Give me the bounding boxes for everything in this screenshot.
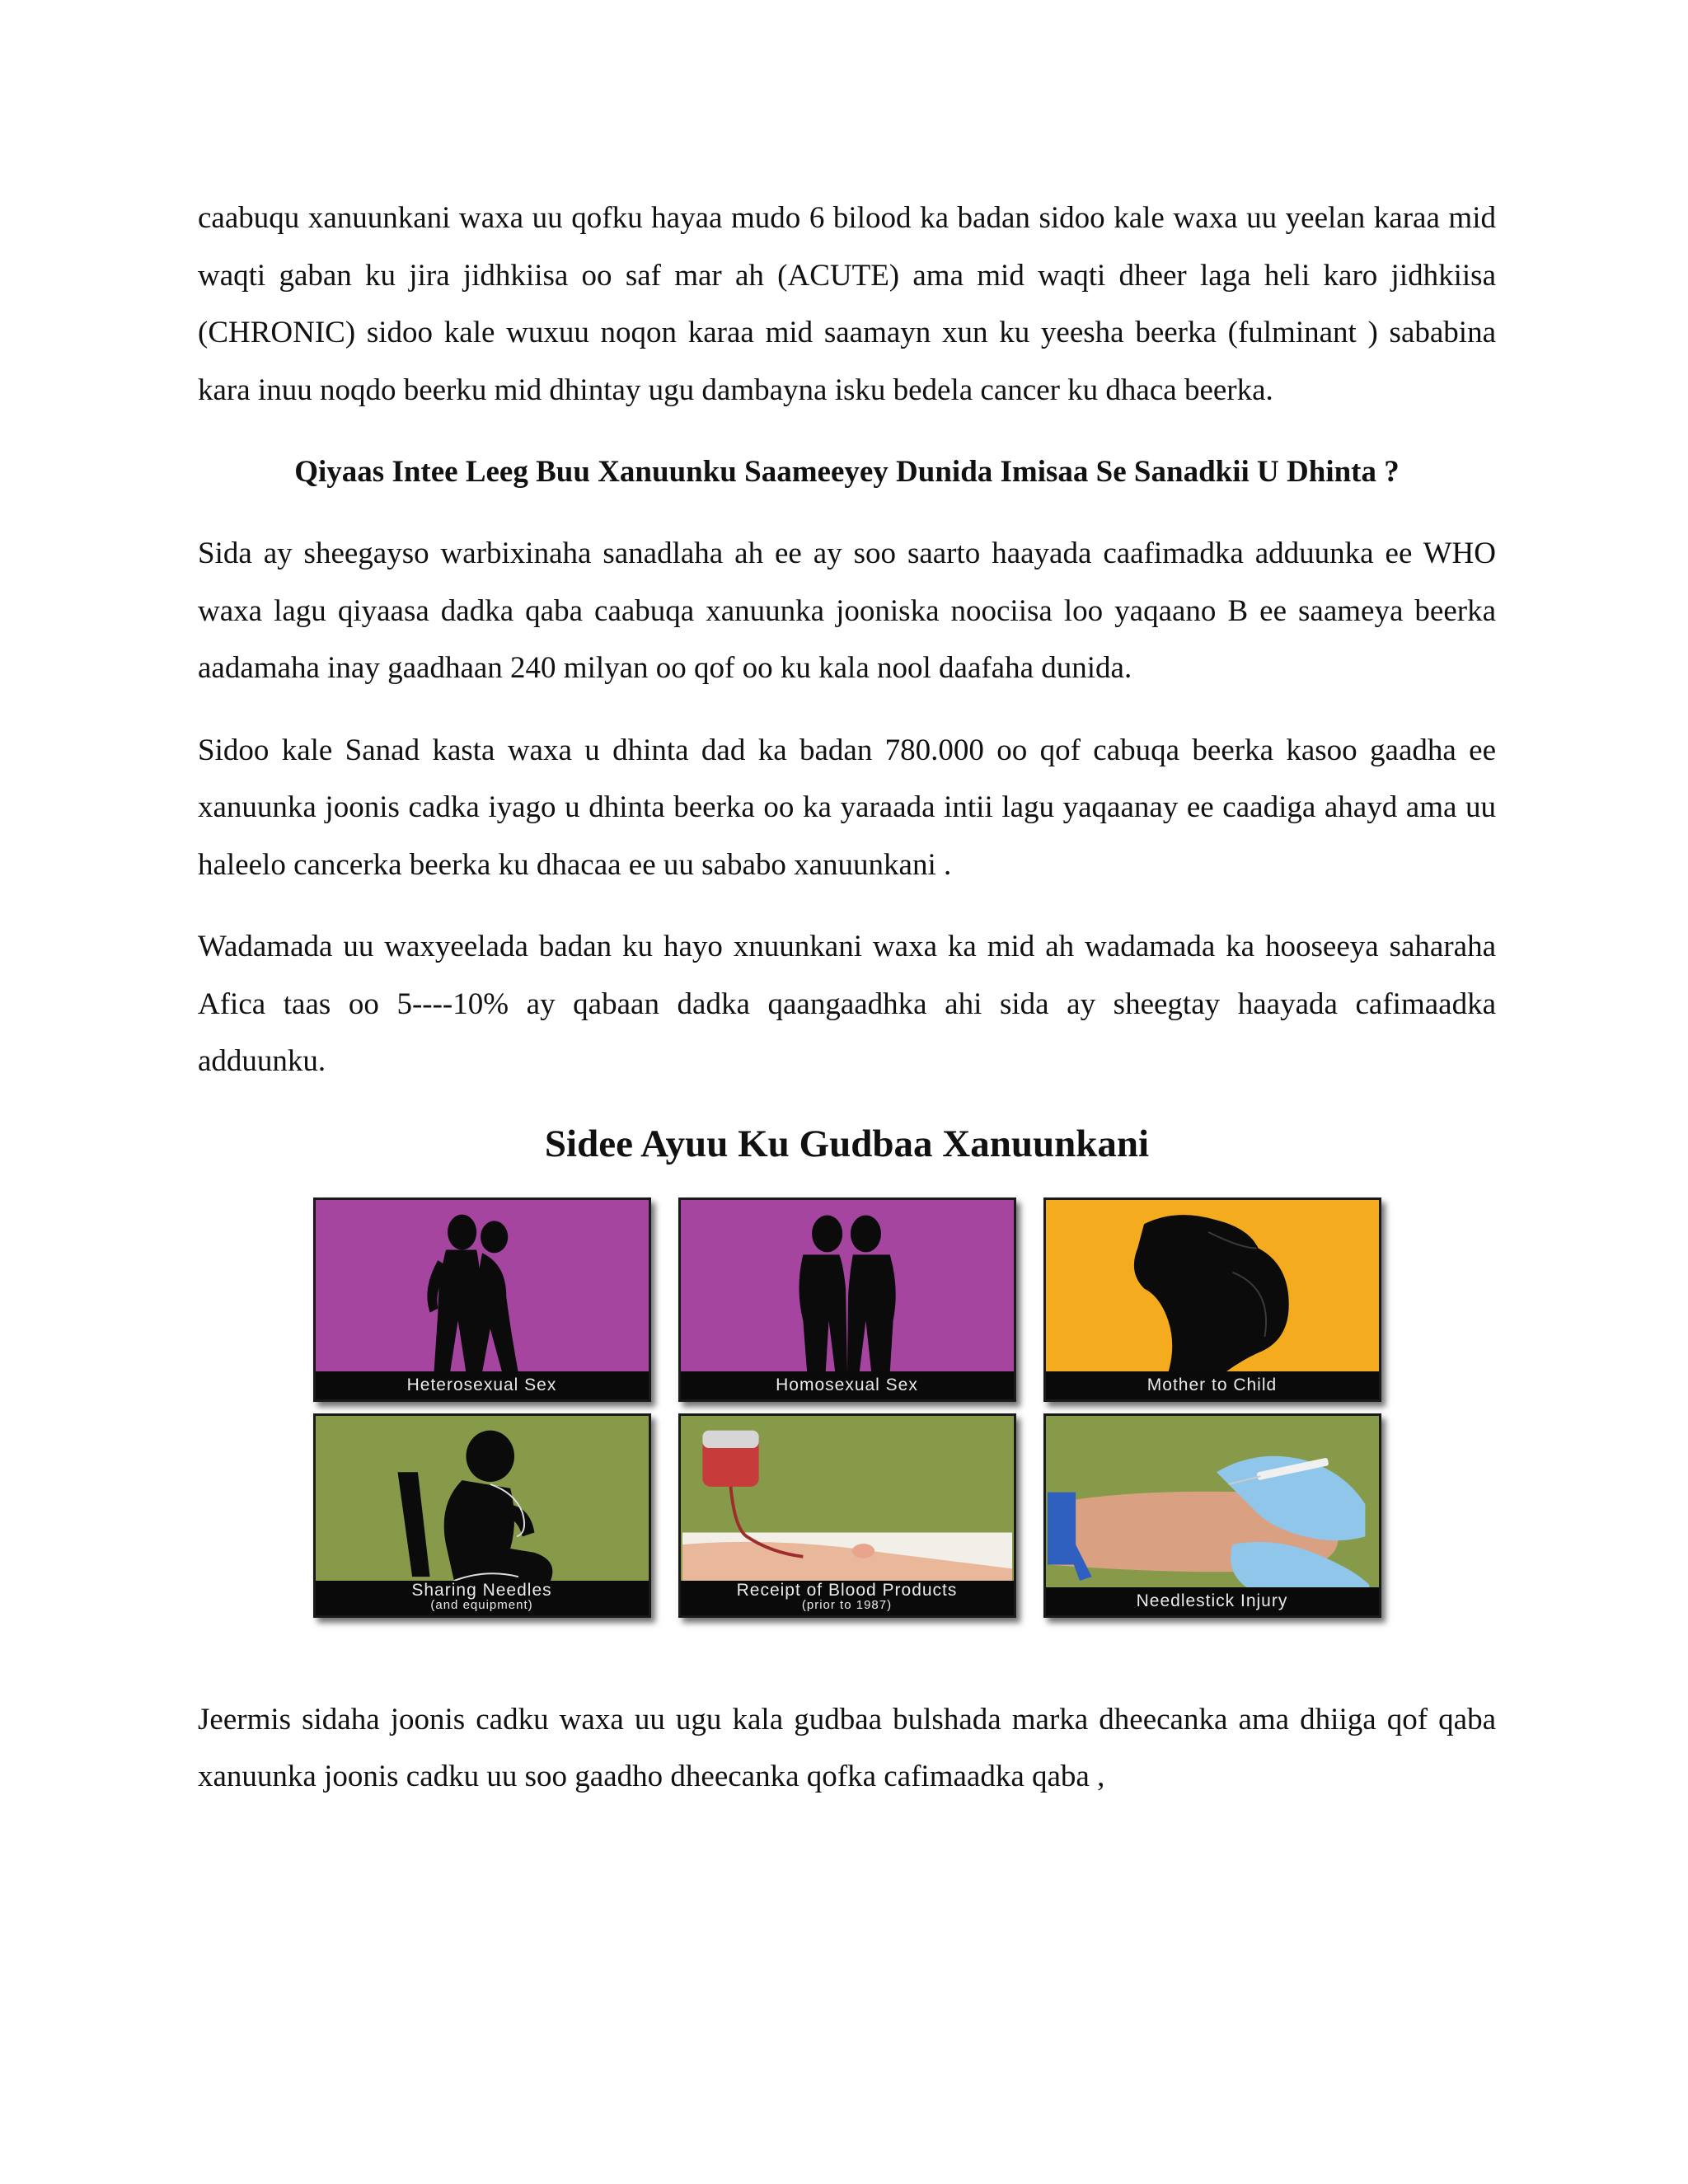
tile-label: Needlestick Injury	[1046, 1587, 1379, 1615]
tile-heterosexual	[313, 1197, 651, 1402]
tile-label	[316, 1581, 649, 1615]
tile-label-main: Sharing Needles	[411, 1580, 552, 1600]
tile-label: Mother to Child	[1046, 1371, 1379, 1399]
tile-label-sub: (prior to 1987)	[801, 1597, 893, 1612]
paragraph-africa: Wadamada uu waxyeelada badan ku hayo xnuunkani waxa ka mid ah wadamada ka hooseeya saharaha Afica taas oo 5----10% ay qabaan dadka qaangaadhka ahi sida ay sheegtay haayada cafimaadka adduunku.	[198, 930, 1496, 1078]
couple-silhouette-icon	[316, 1200, 649, 1399]
paragraph-transmission: Jeermis sidaha joonis cadku waxa uu ugu kala gudbaa bulshada marka dheecanka ama dhiiga qof qaba xanuunka joonis cadku uu soo gaadho dheecanka qofka cafimaadka qaba ,	[198, 1702, 1496, 1793]
tile-mother-to-child	[1043, 1197, 1381, 1402]
tile-sharing-needles	[313, 1413, 651, 1618]
pregnant-silhouette-icon	[1046, 1200, 1379, 1399]
subheading-statistics: Qiyaas Intee Leeg Buu Xanuunku Saameeyey Dunida Imisaa Se Sanadkii U Dhinta ?	[294, 455, 1400, 489]
tile-label: Homosexual Sex	[681, 1371, 1014, 1399]
paragraph-intro: caabuqu xanuunkani waxa uu qofku hayaa mudo 6 bilood ka badan sidoo kale waxa uu yeelan karaa mid waqti gaban ku jira jidhkiisa oo saf mar ah (ACUTE) ama mid waqti dheer laga heli karo jidhkiisa (CHRONIC) sidoo kale wuxuu noqon karaa mid saamayn xun ku yeesha beerka (fulminant ) sababina kara inuu noqdo beerku mid dhintay ugu dambayna isku bedela cancer ku dhaca beerka.	[198, 201, 1496, 407]
tile-label: Heterosexual Sex	[316, 1371, 649, 1399]
document-page	[198, 190, 1496, 1830]
tile-label-main: Receipt of Blood Products	[736, 1580, 958, 1600]
section-title-transmission: Sidee Ayuu Ku Gudbaa Xanuunkani	[544, 1122, 1150, 1165]
paragraph-who-estimate: Sida ay sheegayso warbixinaha sanadlaha ah ee ay soo saarto haayada caafimadka adduunka ee WHO waxa lagu qiyaasa dadka qaba caabuqa xanuunka jooniska noociisa loo yaqaano B ee saameya beerka aadamaha inay gaadhaan 240 milyan oo qof oo ku kala nool daafaha dunida.	[198, 537, 1496, 685]
paragraph-deaths: Sidoo kale Sanad kasta waxa u dhinta dad ka badan 780.000 oo qof cabuqa beerka kasoo gaadha ee xanuunka joonis cadka iyago u dhinta beerka oo ka yaraada intii lagu yaqaanay ee caadiga ahayd ama uu haleelo cancerka beerka ku dhacaa ee uu sababo xanuunkani .	[198, 733, 1496, 882]
tile-label-sub: (and equipment)	[430, 1597, 533, 1612]
transmission-figure	[303, 1197, 1391, 1630]
tile-label	[681, 1581, 1014, 1615]
tile-homosexual	[678, 1197, 1016, 1402]
couple-silhouette-icon	[681, 1200, 1014, 1399]
tile-needlestick	[1043, 1413, 1381, 1618]
tile-blood-products	[678, 1413, 1016, 1618]
gloved-hand-syringe-icon	[1046, 1416, 1379, 1615]
